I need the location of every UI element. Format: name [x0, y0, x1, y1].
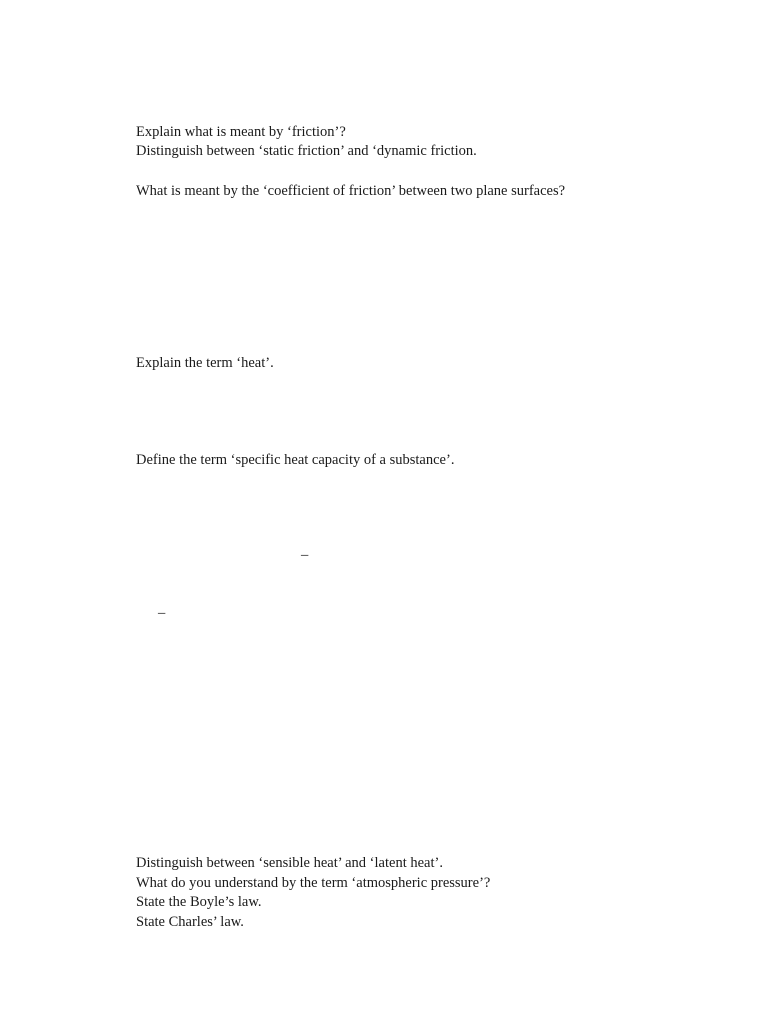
dash-mark: – — [301, 547, 309, 563]
dash-mark: – — [158, 605, 166, 621]
question-heat: Explain the term ‘heat’. — [136, 355, 274, 371]
question-sensible-latent-heat: Distinguish between ‘sensible heat’ and ‘latent heat’. — [136, 855, 443, 871]
question-specific-heat-capacity: Define the term ‘specific heat capacity of a substance’. — [136, 452, 455, 468]
question-friction: Explain what is meant by ‘friction’? — [136, 124, 346, 140]
question-boyles-law: State the Boyle’s law. — [136, 894, 262, 910]
question-charles-law: State Charles’ law. — [136, 914, 244, 930]
question-atmospheric-pressure: What do you understand by the term ‘atmospheric pressure’? — [136, 875, 491, 891]
question-coefficient-of-friction: What is meant by the ‘coefficient of friction’ between two plane surfaces? — [136, 183, 566, 199]
question-static-dynamic-friction: Distinguish between ‘static friction’ and ‘dynamic friction. — [136, 143, 477, 159]
